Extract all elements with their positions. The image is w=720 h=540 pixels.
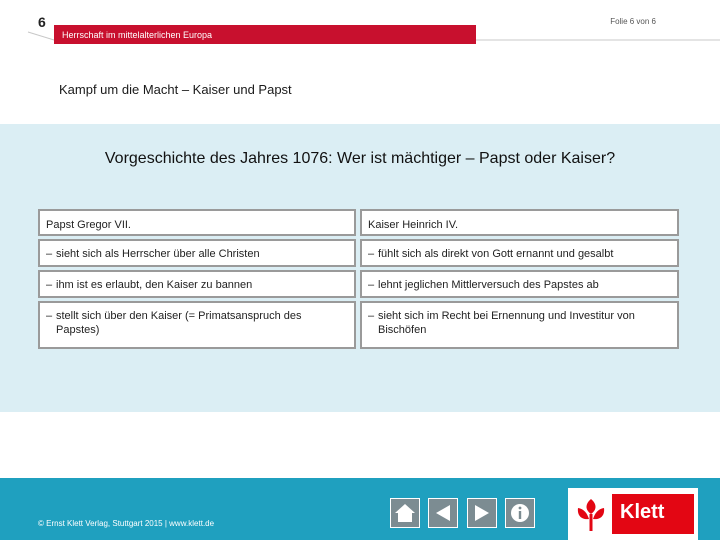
- slide-counter: Folie 6 von 6: [610, 17, 656, 26]
- pope-item-3: [38, 301, 356, 349]
- bullet-dash: –: [46, 248, 53, 260]
- next-icon: [472, 503, 492, 523]
- emperor-item-2-text: lehnt jeglichen Mittlerversuch des Papstes ab: [378, 279, 599, 291]
- info-icon: [509, 502, 531, 524]
- home-button[interactable]: [390, 498, 420, 528]
- section-title: Herrschaft im mittelalterlichen Europa: [62, 30, 213, 40]
- previous-icon: [433, 503, 453, 523]
- pope-item-1: [38, 239, 356, 267]
- bullet-dash: –: [368, 310, 375, 322]
- emperor-item-1-text: fühlt sich als direkt von Gott ernannt und gesalbt: [378, 248, 614, 260]
- bullet-dash: –: [46, 310, 53, 322]
- pope-item-2: [38, 270, 356, 298]
- emperor-item-2: [360, 270, 679, 298]
- chapter-number: 6: [38, 14, 46, 30]
- pope-item-3-continuation: Papstes): [56, 324, 100, 336]
- copyright: © Ernst Klett Verlag, Stuttgart 2015 | www.klett.de: [38, 519, 215, 528]
- panel-title: Vorgeschichte des Jahres 1076: Wer ist mächtiger – Papst oder Kaiser?: [104, 150, 616, 167]
- emperor-item-1: [360, 239, 679, 267]
- emperor-item-3-text: sieht sich im Recht bei Ernennung und Investitur von: [378, 310, 635, 322]
- pope-heading-cell: [38, 209, 356, 236]
- bullet-dash: –: [368, 248, 375, 260]
- slide-subtitle: Kampf um die Macht – Kaiser und Papst: [59, 82, 292, 97]
- next-button[interactable]: [467, 498, 497, 528]
- klett-emblem-icon: [574, 496, 608, 534]
- info-button[interactable]: [505, 498, 535, 528]
- home-icon: [394, 503, 416, 523]
- emperor-item-3: [360, 301, 679, 349]
- previous-button[interactable]: [428, 498, 458, 528]
- pope-item-1-text: sieht sich als Herrscher über alle Christen: [56, 248, 260, 260]
- emperor-item-3-continuation: Bischöfen: [378, 324, 427, 336]
- pope-item-2-text: ihm ist es erlaubt, den Kaiser zu bannen: [56, 279, 253, 291]
- emperor-heading-cell: [360, 209, 679, 236]
- emperor-heading: Kaiser Heinrich IV.: [368, 219, 459, 231]
- bullet-dash: –: [46, 279, 53, 291]
- footer: [0, 478, 720, 540]
- pope-heading: Papst Gregor VII.: [46, 219, 131, 231]
- bullet-dash: –: [368, 279, 375, 291]
- klett-wordmark: Klett: [620, 501, 665, 523]
- pope-item-3-text: stellt sich über den Kaiser (= Primatsanspruch des: [56, 310, 302, 322]
- klett-logo: [568, 488, 698, 540]
- content-panel: [0, 124, 720, 412]
- section-title-bar: [54, 25, 476, 44]
